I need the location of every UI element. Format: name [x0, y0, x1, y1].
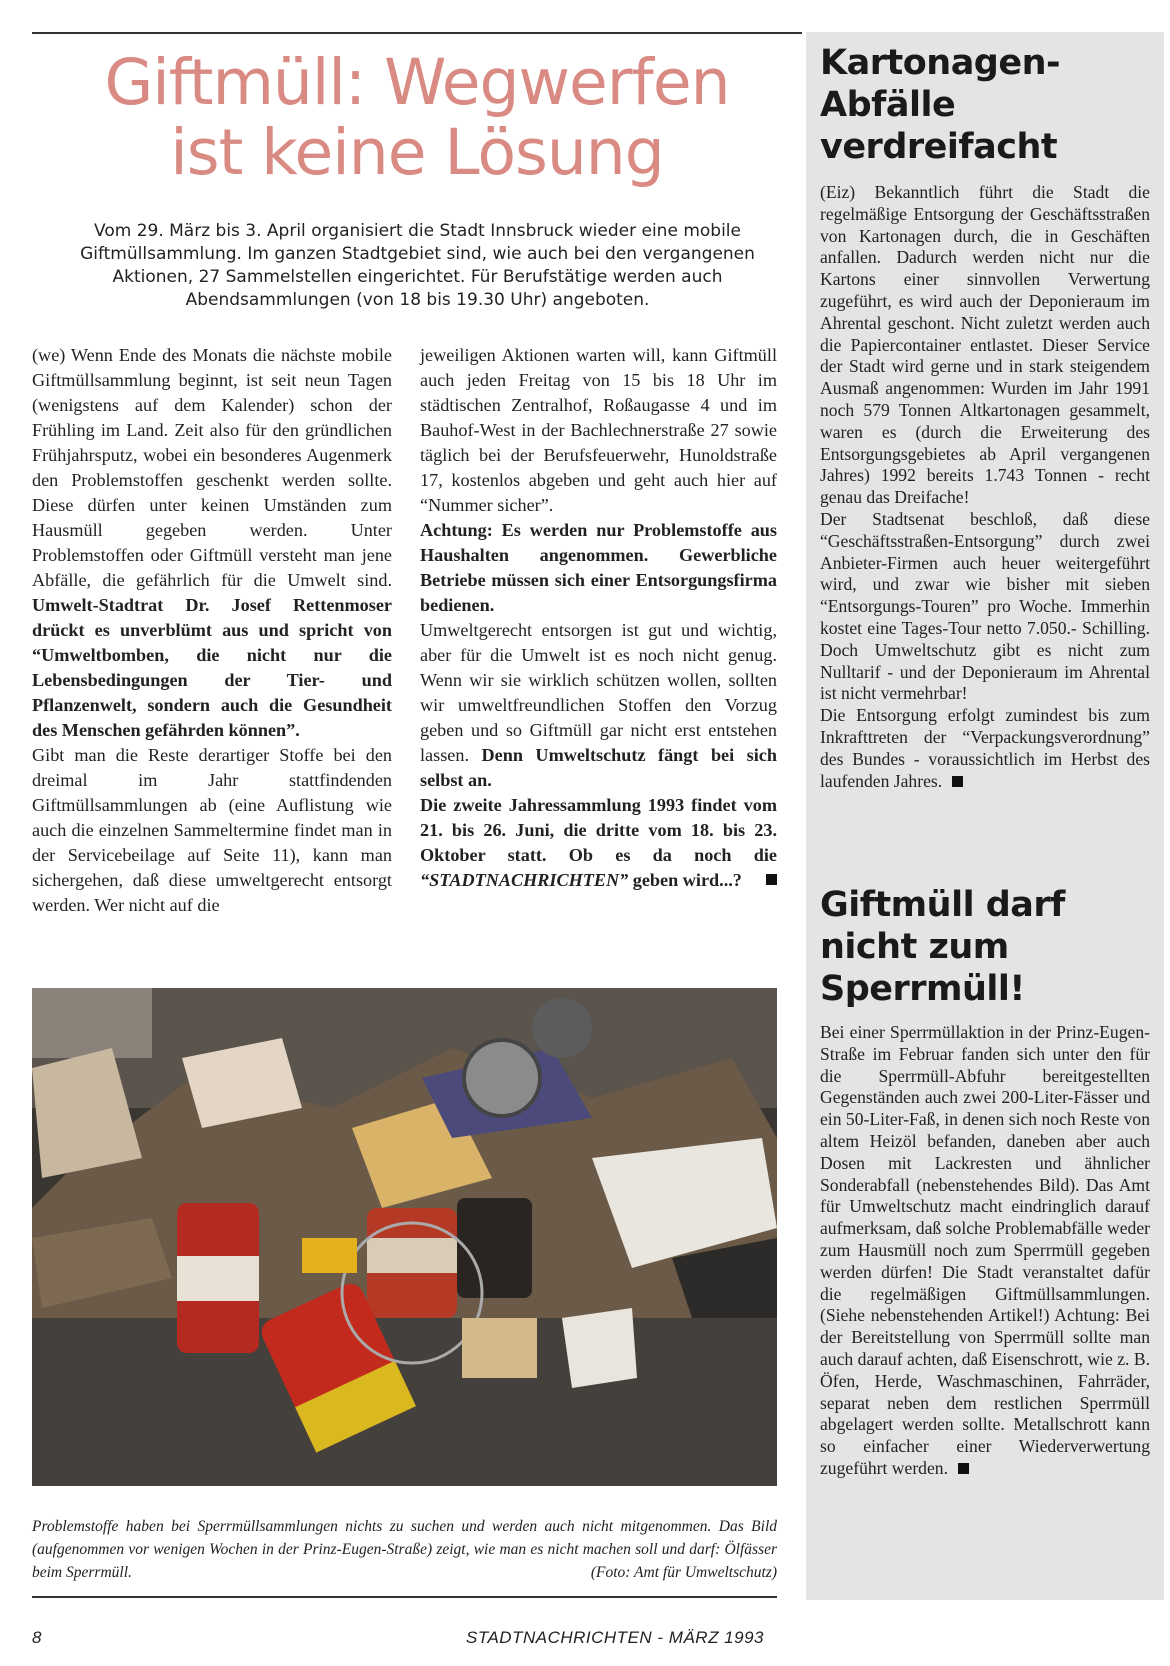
notice-bold: Achtung: Es werden nur Problemstoffe aus Haushalten angenommen. Gewerbliche Betriebe müssen sich einer Entsorgungsfirma bedienen.: [420, 520, 777, 615]
yellow-can: [302, 1238, 357, 1273]
drum-lid: [464, 1040, 540, 1116]
photo-building: [32, 988, 152, 1058]
headline-line: verdreifacht: [820, 127, 1058, 167]
headline-line-2: ist keine Lösung: [170, 116, 664, 189]
paragraph: Der Stadtsenat beschloß, daß diese “Geschäftsstraßen-Entsorgung” durch zwei Anbieter-Firmen auch heuer weitergeführt wird, und zwar wie bisher mit sieben “Entsorgungs-Touren” pro Woche. Immerhin kostet eine Tages-Tour netto 7.050.- Schilling. Doch Umweltschutz gibt es nicht zum Nulltarif - und der Deponieraum im Ahrental ist nicht vermehrbar!: [820, 508, 1150, 704]
paragraph-text: Die Entsorgung erfolgt zumindest bis zum Inkrafttreten der “Verpackungsverordnung” des Bundes - voraussichtlich im Herbst des laufenden Jahres.: [820, 705, 1150, 791]
article-headline: [32, 48, 802, 188]
paragraph: [420, 618, 777, 793]
pipe-end: [532, 998, 592, 1058]
paragraph: [820, 1022, 1150, 1480]
photo-illustration: [32, 988, 777, 1486]
headline-line: nicht zum: [820, 927, 1009, 967]
caption-text: Problemstoffe haben bei Sperrmüllsammlungen nichts zu suchen und werden auch nicht mitgenommen. Das Bild (aufgenommen vor wenigen Wochen in der Prinz-Eugen-Straße) zeigt, wie man es nicht machen soll und darf: Ölfässer beim Sperrmüll.: [32, 1518, 777, 1581]
sidebar: [806, 32, 1164, 1600]
sidebar-headline-1: [820, 42, 1060, 168]
rusty-barrel-stripe: [367, 1238, 457, 1273]
headline-line: Kartonagen-: [820, 43, 1061, 83]
page-number: 8: [32, 1628, 42, 1647]
publication-footer: STADTNACHRICHTEN - MÄRZ 1993: [466, 1628, 764, 1647]
paragraph: Gibt man die Reste derartiger Stoffe bei den dreimal im Jahr stattfindenden Giftmüllsammlungen ab (eine Auflistung wie auch die einzelnen Sammeltermine findet man in der Servicebeilage auf Seite 11), kann man sichergehen, daß diese umweltgerecht entsorgt werden. Wer nicht auf die: [32, 745, 392, 915]
sidebar-story-1: [820, 182, 1150, 792]
headline-line: Giftmüll darf: [820, 885, 1065, 925]
end-mark-icon: [952, 776, 963, 787]
quote-bold: Umwelt-Stadtrat Dr. Josef Rettenmoser drückt es unverblümt aus und spricht von “Umweltbomben, die nicht nur die Lebensbedingungen der Tier- und Pflanzenwelt, sondern auch die Gesundheit des Menschen gefährden können”.: [32, 595, 392, 740]
photo-caption: [32, 1515, 777, 1584]
photo-credit: (Foto: Amt für Umweltschutz): [590, 1564, 777, 1581]
barrel-stripe: [177, 1256, 259, 1301]
paper-bag: [562, 1308, 637, 1388]
article-lead: Vom 29. März bis 3. April organisiert die Stadt Innsbruck wieder eine mobile Giftmüllsammlung. Im ganzen Stadtgebiet sind, wie auch bei den vergangenen Aktionen, 27 Sammelstellen eingerichtet. Für Berufstätige werden auch Abendsammlungen (von 18 bis 19.30 Uhr) angeboten.: [80, 221, 755, 310]
bottom-rule: [32, 1596, 777, 1598]
sidebar-story-2: [820, 1022, 1150, 1480]
paragraph: (Eiz) Bekanntlich führt die Stadt die regelmäßige Entsorgung der Geschäftsstraßen von Kartonagen durch, die in Geschäften anfallen. Dadurch werden nicht nur die Kartons einer sinnvollen Verwertung zugeführt, es wird auch der Deponieraum im Ahrental geschont. Nicht zuletzt werden auch die Papiercontainer entlastet. Dieser Service der Stadt wird gerne und in stark steigendem Ausmaß angenommen: Wurden im Jahr 1991 noch 579 Tonnen Altkartonagen gesammelt, waren es (durch die Erweiterung des Entsorgungsgebietes ab April vergangenen Jahres) 1992 bereits 1.743 Tonnen - recht genau das Dreifache!: [820, 182, 1150, 508]
article-column-2: [420, 343, 777, 893]
article-column-1: [32, 343, 392, 918]
dates-bold: [420, 793, 777, 893]
dates-text-end: geben wird...?: [632, 870, 742, 890]
hazardous-waste-photo: [32, 988, 777, 1486]
sidebar-headline-2: [820, 884, 1065, 1010]
body-text: Umweltgerecht entsorgen ist gut und wichtig, aber für die Umwelt ist es noch nicht genug. Wenn wir sie wirklich schützen wollen, sollten wir umweltfreundlichen Stoffen den Vorzug geben und so Giftmüll gar nicht erst entstehen lassen.: [420, 620, 777, 765]
black-barrel: [457, 1198, 532, 1298]
paragraph: [32, 343, 392, 743]
headline-line-1: Giftmüll: Wegwerfen: [104, 46, 730, 119]
top-rule: [32, 32, 802, 34]
slogan-bold: Denn Umweltschutz fängt bei sich selbst an.: [420, 745, 777, 790]
headline-line: Abfälle: [820, 85, 956, 125]
paragraph: jeweiligen Aktionen warten will, kann Giftmüll auch jeden Freitag von 15 bis 18 Uhr im städtischen Zentralhof, Roßaugasse 4 und im Bauhof-West in der Bachlechnerstraße 27 sowie täglich bei der Berufsfeuerwehr, Hunoldstraße 17, kostenlos abgeben und geht auch hier auf “Nummer sicher”.: [420, 345, 777, 515]
dates-text: Die zweite Jahressammlung 1993 findet vom 21. bis 26. Juni, die dritte vom 18. bis 23. Oktober statt. Ob es da noch die: [420, 795, 777, 865]
publication-name: “STADTNACHRICHTEN”: [420, 870, 629, 890]
headline-line: Sperrmüll!: [820, 969, 1025, 1009]
end-mark-icon: [958, 1463, 969, 1474]
body-text: (we) Wenn Ende des Monats die nächste mobile Giftmüllsammlung beginnt, ist seit neun Tagen (wenigstens auf dem Kalender) schon der Frühling im Land. Zeit also für den gründlichen Frühjahrsputz, wobei ein besonderes Augenmerk den Problemstoffen geschenkt werden sollte. Diese dürfen unter keinen Umständen zum Hausmüll gegeben werden. Unter Problemstoffen oder Giftmüll versteht man jene Abfälle, die gefährlich für die Umwelt sind.: [32, 345, 392, 590]
paragraph-text: Bei einer Sperrmüllaktion in der Prinz-Eugen-Straße im Februar fanden sich unter den für die Sperrmüll-Abfuhr bereitgestellten Gegenständen auch zwei 200-Liter-Fässer und ein 50-Liter-Faß, in denen sich noch Reste von altem Heizöl befanden, daneben aber auch Dosen mit Lackresten und ähnlicher Sonderabfall (nebenstehendes Bild). Das Amt für Umweltschutz macht eindringlich darauf aufmerksam, daß solche Problemabfälle weder zum Hausmüll noch zum Sperrmüll gegeben werden dürfen! Die Stadt veranstaltet dafür die regelmäßigen Giftmüllsammlungen. (Siehe nebenstehenden Artikel!) Achtung: Bei der Bereitstellung von Sperrmüll sollte man auch darauf achten, daß Eisenschrott, wie z. B. Öfen, Herde, Waschmaschinen, Fahrräder, separat neben dem restlichen Sperrmüll abgelagert werden sollte. Metallschrott kann so einfacher einer Wiederverwertung zugeführt werden.: [820, 1022, 1150, 1478]
paragraph: [820, 705, 1150, 792]
end-mark-icon: [766, 874, 777, 885]
wooden-crate: [462, 1318, 537, 1378]
